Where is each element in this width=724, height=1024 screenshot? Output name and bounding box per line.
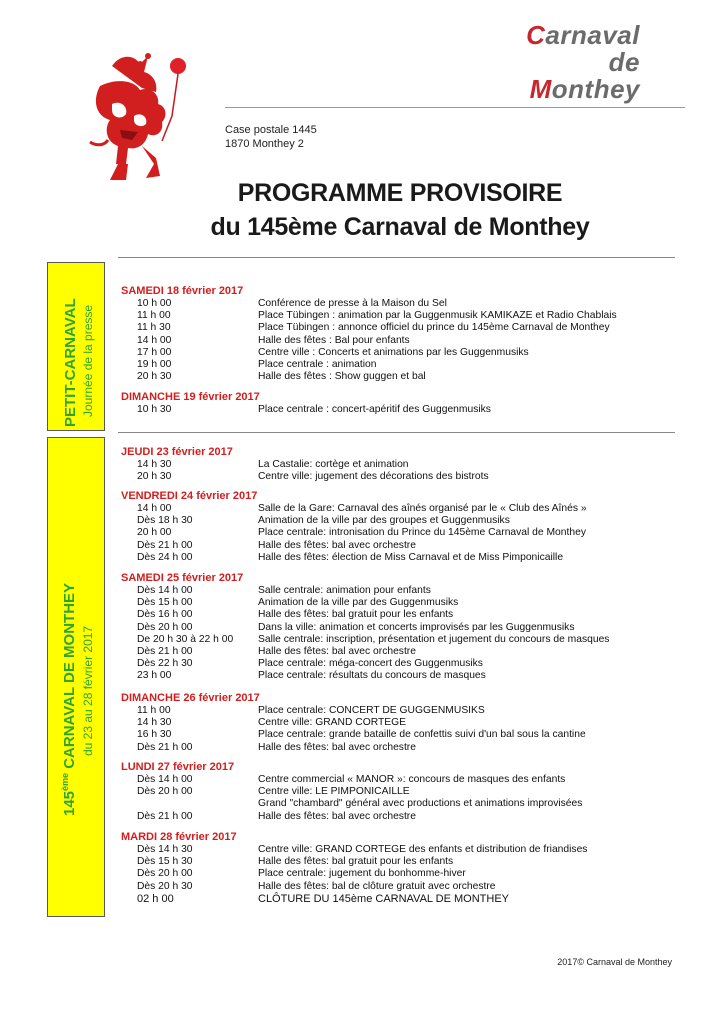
- schedule-row: [137, 670, 486, 682]
- schedule-event: Centre ville: GRAND CORTEGE: [258, 717, 407, 729]
- schedule-row: [137, 404, 491, 416]
- copyright-footer: 2017© Carnaval de Monthey: [557, 957, 672, 967]
- day-heading: MARDI 28 février 2017: [121, 831, 237, 843]
- schedule-row: [137, 310, 617, 322]
- schedule-row: [137, 881, 496, 893]
- section-divider: [118, 257, 675, 258]
- day-heading: DIMANCHE 19 février 2017: [121, 391, 260, 403]
- schedule-event: Place centrale: intronisation du Prince du 145ème Carnaval de Monthey: [258, 527, 586, 539]
- postal-address: [225, 123, 317, 151]
- brand-initial-c: C: [526, 20, 546, 50]
- brand-line3: onthey: [551, 74, 640, 104]
- schedule-row: [137, 622, 574, 634]
- schedule-event: Place Tübingen : animation par la Guggenmusik KAMIKAZE et Radio Chablais: [258, 310, 617, 322]
- schedule-row: [137, 729, 586, 741]
- schedule-time: Dès 21 h 00: [137, 539, 193, 551]
- sidebar-carnaval: [47, 437, 105, 917]
- schedule-time: 20 h 00: [137, 527, 172, 539]
- schedule-time: 14 h 00: [137, 503, 172, 514]
- schedule-row: [137, 786, 410, 798]
- schedule-time: Dès 22 h 30: [137, 658, 193, 670]
- schedule-row: [137, 811, 416, 823]
- schedule-event: Salle centrale: animation pour enfants: [258, 585, 431, 596]
- schedule-time: Dès 20 h 00: [137, 868, 193, 880]
- schedule-row: [137, 856, 453, 868]
- day-heading: DIMANCHE 26 février 2017: [121, 692, 260, 704]
- schedule-event: Salle centrale: inscription, présentation et jugement du concours de masques: [258, 633, 610, 645]
- schedule-event: Conférence de presse à la Maison du Sel: [258, 298, 447, 309]
- sidebar-subtitle: du 23 au 28 février 2017: [81, 625, 95, 756]
- schedule-row: [137, 844, 587, 856]
- schedule-row: [137, 298, 447, 310]
- schedule-row: [137, 335, 410, 347]
- schedule-time: 14 h 30: [137, 459, 172, 470]
- schedule-row: [137, 705, 485, 717]
- schedule-time: Dès 16 h 00: [137, 609, 193, 621]
- schedule-time: De 20 h 30 à 22 h 00: [137, 633, 234, 645]
- schedule-time: 11 h 00: [137, 705, 171, 716]
- page-title: [140, 176, 660, 244]
- schedule-row: [137, 359, 376, 371]
- schedule-event: Centre ville: GRAND CORTEGE des enfants et distribution de friandises: [258, 844, 588, 855]
- schedule-time: 02 h 00: [137, 892, 174, 905]
- brand-initial-m: M: [529, 74, 552, 104]
- jester-logo: [82, 46, 192, 186]
- title-line1: PROGRAMME PROVISOIRE: [237, 179, 563, 207]
- schedule-time: 10 h 00: [137, 298, 172, 309]
- schedule-row: [137, 515, 510, 527]
- schedule-row: [137, 552, 563, 564]
- day-heading: SAMEDI 18 février 2017: [121, 285, 244, 297]
- schedule-time: Dès 21 h 00: [137, 741, 193, 753]
- brand-wordmark: [480, 22, 640, 103]
- schedule-row: [137, 609, 453, 621]
- schedule-event: Centre commercial « MANOR »: concours de masques des enfants: [258, 774, 566, 785]
- schedule-row: [137, 893, 509, 905]
- schedule-event: Halle des fêtes: bal avec orchestre: [258, 810, 416, 822]
- schedule-row: [137, 527, 586, 539]
- schedule-event: Halle des fêtes: bal avec orchestre: [258, 539, 416, 551]
- schedule-time: Dès 21 h 00: [137, 646, 193, 657]
- schedule-event: Place centrale: jugement du bonhomme-hiver: [258, 868, 466, 880]
- schedule-time: Dès 14 h 00: [137, 585, 193, 596]
- schedule-time: 17 h 00: [137, 346, 172, 358]
- schedule-event: Place centrale : concert-apéritif des Guggenmusiks: [258, 404, 491, 415]
- schedule-time: 10 h 30: [137, 404, 172, 415]
- schedule-event: Centre ville: jugement des décorations des bistrots: [258, 471, 489, 483]
- schedule-time: Dès 18 h 30: [137, 515, 193, 527]
- schedule-time: 11 h 00: [137, 310, 171, 322]
- schedule-time: Dès 14 h 00: [137, 774, 193, 785]
- schedule-row: [137, 742, 416, 754]
- day-heading: LUNDI 27 février 2017: [121, 761, 235, 773]
- sidebar-subtitle: Journée de la presse: [81, 304, 95, 417]
- schedule-row: [137, 646, 416, 658]
- address-line2: 1870 Monthey 2: [225, 138, 304, 150]
- schedule-event: Halle des fêtes : Bal pour enfants: [258, 334, 410, 346]
- schedule-event: Place centrale: CONCERT DE GUGGENMUSIKS: [258, 705, 485, 716]
- schedule-event: Dans la ville: animation et concerts improvisés par les Guggenmusiks: [258, 621, 575, 633]
- schedule-row: [137, 798, 582, 810]
- schedule-time: 20 h 30: [137, 371, 172, 383]
- schedule-event: Halle des fêtes: bal gratuit pour les enfants: [258, 856, 454, 868]
- schedule-row: [137, 717, 406, 729]
- schedule-time: Dès 15 h 00: [137, 597, 193, 609]
- schedule-event: Place centrale: méga-concert des Guggenmusiks: [258, 658, 483, 670]
- schedule-event: Salle de la Gare: Carnaval des aînés organisé par le « Club des Aînés »: [258, 503, 587, 514]
- schedule-row: [137, 634, 609, 646]
- schedule-time: Dès 20 h 00: [137, 621, 193, 633]
- schedule-row: [137, 459, 409, 471]
- schedule-event: Centre ville: LE PIMPONICAILLE: [258, 786, 410, 798]
- schedule-row: [137, 471, 489, 483]
- schedule-event: Place centrale: grande bataille de confettis suivi d'un bal sous la cantine: [258, 729, 586, 741]
- schedule-event: Halle des fêtes: élection de Miss Carnaval et de Miss Pimponicaille: [258, 551, 564, 563]
- schedule-event: Place centrale : animation: [258, 359, 377, 370]
- day-heading: VENDREDI 24 février 2017: [121, 490, 258, 502]
- schedule-time: Dès 20 h 30: [137, 880, 193, 892]
- sidebar-title: [60, 583, 78, 816]
- schedule-row: [137, 540, 416, 552]
- schedule-event: Grand "chambard" général avec productions et animations improvisées: [258, 798, 583, 810]
- schedule-row: [137, 322, 610, 334]
- section-divider: [118, 432, 675, 433]
- sidebar-petit-carnaval: [47, 262, 105, 431]
- day-heading: SAMEDI 25 février 2017: [121, 572, 244, 584]
- schedule-event: Animation de la ville par des groupes et Guggenmusiks: [258, 515, 510, 527]
- schedule-time: 23 h 00: [137, 670, 172, 682]
- schedule-event: Place centrale: résultats du concours de masques: [258, 670, 486, 682]
- schedule-time: Dès 15 h 30: [137, 856, 193, 868]
- schedule-time: Dès 21 h 00: [137, 810, 193, 822]
- schedule-event: Halle des fêtes: bal avec orchestre: [258, 646, 416, 657]
- schedule-time: Dès 20 h 00: [137, 786, 193, 798]
- schedule-row: [137, 868, 466, 880]
- schedule-time: 14 h 00: [137, 334, 172, 346]
- schedule-event: Halle des fêtes: bal avec orchestre: [258, 741, 416, 753]
- schedule-event: Centre ville : Concerts et animations par les Guggenmusiks: [258, 346, 529, 358]
- schedule-event: CLÔTURE DU 145ème CARNAVAL DE MONTHEY: [258, 892, 510, 905]
- schedule-event: Halle des fêtes : Show guggen et bal: [258, 371, 426, 383]
- schedule-event: Halle des fêtes: bal gratuit pour les enfants: [258, 609, 454, 621]
- schedule-event: Halle des fêtes: bal de clôture gratuit avec orchestre: [258, 880, 496, 892]
- schedule-time: Dès 14 h 30: [137, 844, 193, 855]
- schedule-row: [137, 597, 458, 609]
- schedule-row: [137, 503, 587, 515]
- schedule-time: 14 h 30: [137, 717, 172, 729]
- schedule-event: La Castalie: cortège et animation: [258, 459, 409, 470]
- schedule-event: Place Tübingen : annonce officiel du prince du 145ème Carnaval de Monthey: [258, 322, 610, 334]
- schedule-time: 11 h 30: [137, 322, 171, 334]
- header-divider: [225, 107, 685, 108]
- sidebar-edition: 145: [61, 790, 78, 816]
- schedule-row: [137, 585, 431, 597]
- schedule-time: Dès 24 h 00: [137, 551, 193, 563]
- brand-line2: de: [608, 47, 640, 77]
- sidebar-edition-sup: ème: [60, 772, 70, 791]
- brand-line1: arnaval: [545, 20, 640, 50]
- schedule-time: 20 h 30: [137, 471, 172, 483]
- sidebar-title-text: CARNAVAL DE MONTHEY: [61, 582, 78, 773]
- day-heading: JEUDI 23 février 2017: [121, 446, 233, 458]
- schedule-row: [137, 347, 529, 359]
- title-line2: du 145ème Carnaval de Monthey: [210, 213, 590, 241]
- schedule-row: [137, 658, 483, 670]
- schedule-row: [137, 371, 426, 383]
- schedule-row: [137, 774, 565, 786]
- address-line1: Case postale 1445: [225, 124, 317, 136]
- schedule-event: Animation de la ville par des Guggenmusiks: [258, 597, 459, 609]
- schedule-time: 16 h 30: [137, 729, 172, 741]
- sidebar-title: PETIT-CARNAVAL: [62, 298, 79, 427]
- schedule-time: 19 h 00: [137, 359, 172, 370]
